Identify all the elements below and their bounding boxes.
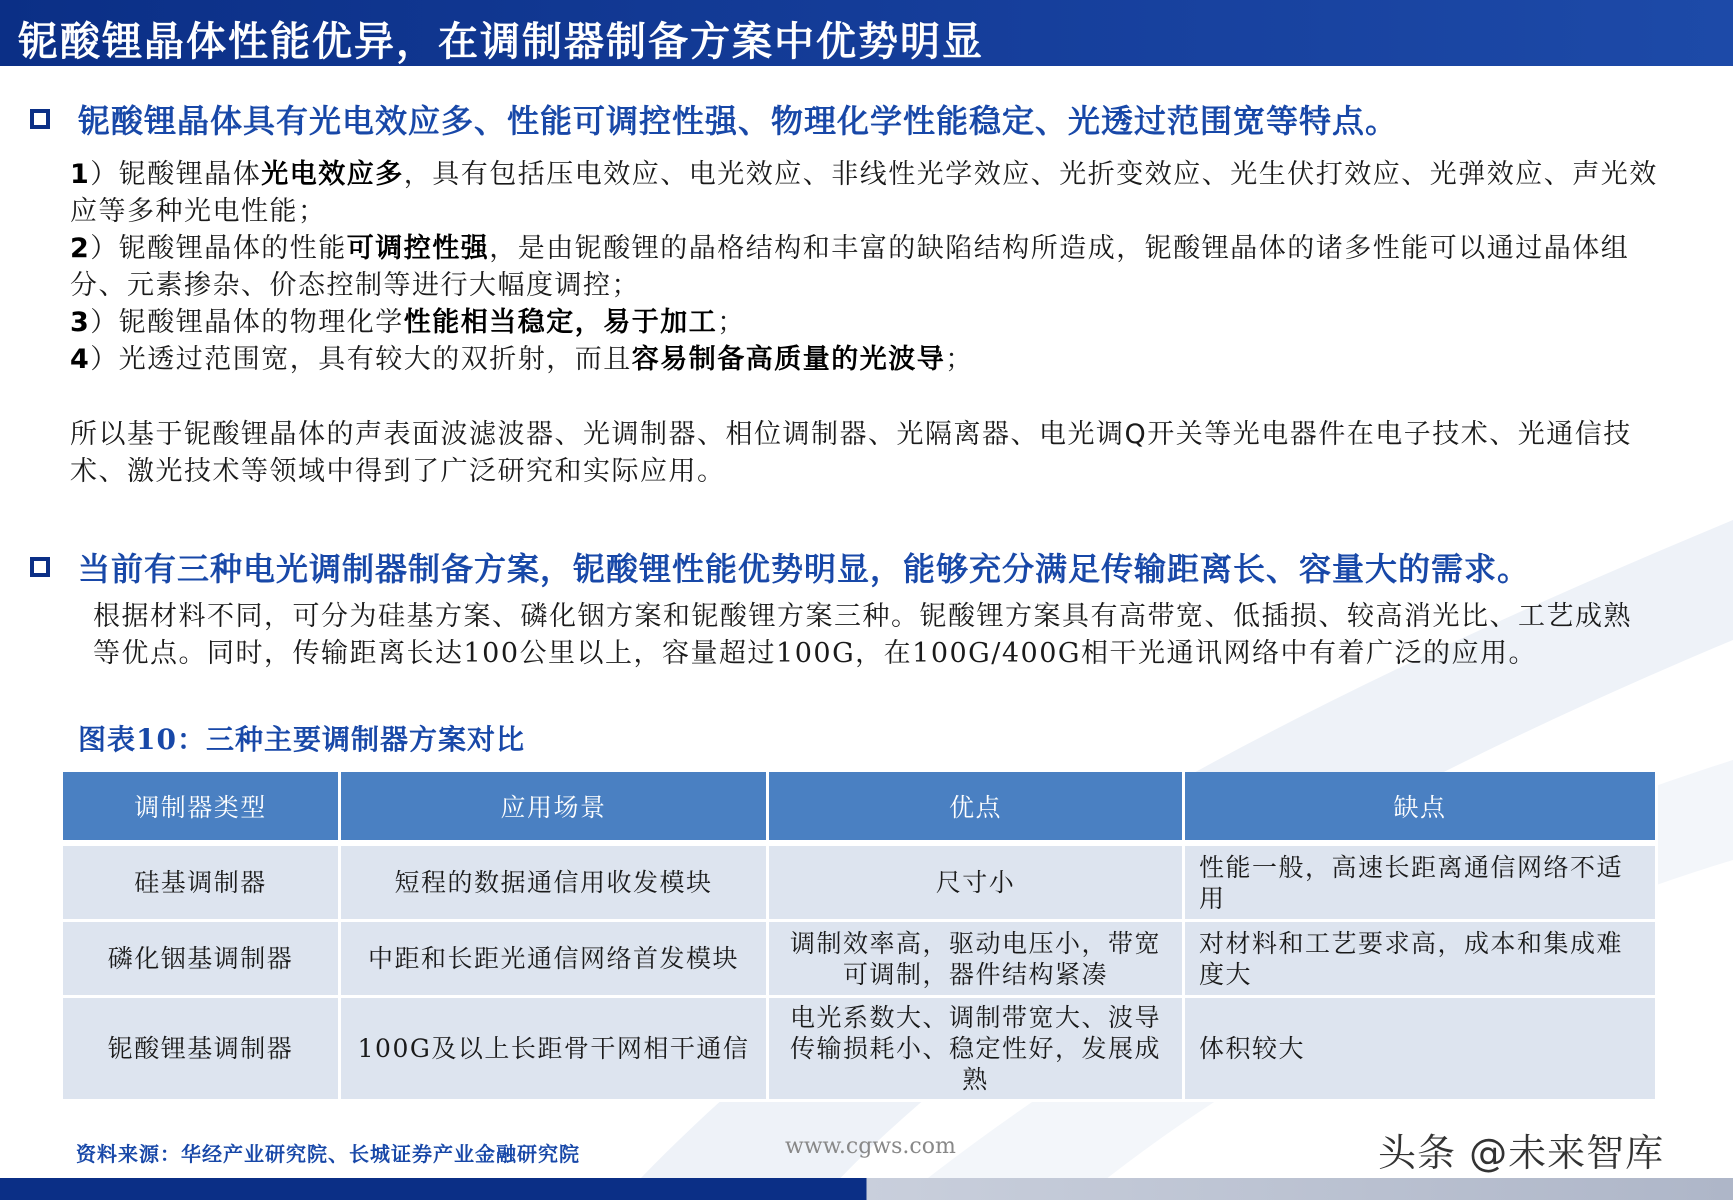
- table-cell: 磷化铟基调制器: [63, 922, 341, 998]
- table-cell: 调制效率高，驱动电压小，带宽可调制，器件结构紧凑: [769, 922, 1185, 998]
- watermark: 头条 @未来智库: [1378, 1131, 1665, 1175]
- list-item: 2）铌酸锂晶体的性能可调控性强，是由铌酸锂的晶格结构和丰富的缺陷结构所造成，铌酸锂晶体的诸多性能可以通过晶体组分、元素掺杂、价态控制等进行大幅度调控；: [70, 233, 1630, 301]
- website-link[interactable]: www.cgws.com: [785, 1134, 956, 1159]
- column-header: 优点: [769, 772, 1185, 846]
- table-header-row: [63, 772, 1658, 846]
- page-title: 铌酸锂晶体性能优异，在调制器制备方案中优势明显: [18, 19, 984, 65]
- square-bullet-icon: [30, 557, 50, 577]
- list-item: 4）光透过范围宽，具有较大的双折射，而且容易制备高质量的光波导；: [70, 344, 974, 375]
- source-note: 资料来源：华经产业研究院、长城证券产业金融研究院: [76, 1142, 580, 1166]
- table-cell: 铌酸锂基调制器: [63, 998, 341, 1102]
- table-cell: 尺寸小: [769, 846, 1185, 922]
- list-item: 1）铌酸锂晶体光电效应多，具有包括压电效应、电光效应、非线性光学效应、光折变效应、光生伏打效应、光弹效应、声光效应等多种光电性能；: [70, 159, 1658, 227]
- square-bullet-icon: [30, 109, 50, 129]
- column-header: 调制器类型: [63, 772, 341, 846]
- section2-body: 根据材料不同，可分为硅基方案、磷化铟方案和铌酸锂方案三种。铌酸锂方案具有高带宽、低插损、较高消光比、工艺成熟等优点。同时，传输距离长达100公里以上，容量超过100G，在100G/400G相干光通讯网络中有着广泛的应用。: [93, 601, 1632, 669]
- table-row: [63, 846, 1658, 922]
- table-row: [63, 922, 1658, 998]
- section1-heading: 铌酸锂晶体具有光电效应多、性能可调控性强、物理化学性能稳定、光透过范围宽等特点。: [30, 96, 1398, 142]
- section1-summary: 所以基于铌酸锂晶体的声表面波滤波器、光调制器、相位调制器、光隔离器、电光调Q开关等光电器件在电子技术、光通信技术、激光技术等领域中得到了广泛研究和实际应用。: [70, 419, 1632, 487]
- section2-heading: 当前有三种电光调制器制备方案，铌酸锂性能优势明显，能够充分满足传输距离长、容量大的需求。: [30, 544, 1530, 590]
- column-header: 应用场景: [341, 772, 769, 846]
- table-cell: 中距和长距光通信网络首发模块: [341, 922, 769, 998]
- table-cell: 短程的数据通信用收发模块: [341, 846, 769, 922]
- table-cell: 电光系数大、调制带宽大、波导传输损耗小、稳定性好，发展成熟: [769, 998, 1185, 1102]
- table-cell: 性能一般，高速长距离通信网络不适用: [1185, 846, 1658, 922]
- table-cell: 体积较大: [1185, 998, 1658, 1102]
- section1-list: [70, 156, 1670, 378]
- column-header: 缺点: [1185, 772, 1658, 846]
- table-row: [63, 998, 1658, 1102]
- comparison-table: [63, 772, 1658, 1102]
- table-cell: 100G及以上长距骨干网相干通信: [341, 998, 769, 1102]
- figure-title: 图表10：三种主要调制器方案对比: [78, 723, 525, 756]
- table-cell: 硅基调制器: [63, 846, 341, 922]
- table-cell: 对材料和工艺要求高，成本和集成难度大: [1185, 922, 1658, 998]
- list-item: 3）铌酸锂晶体的物理化学性能相当稳定，易于加工；: [70, 307, 746, 338]
